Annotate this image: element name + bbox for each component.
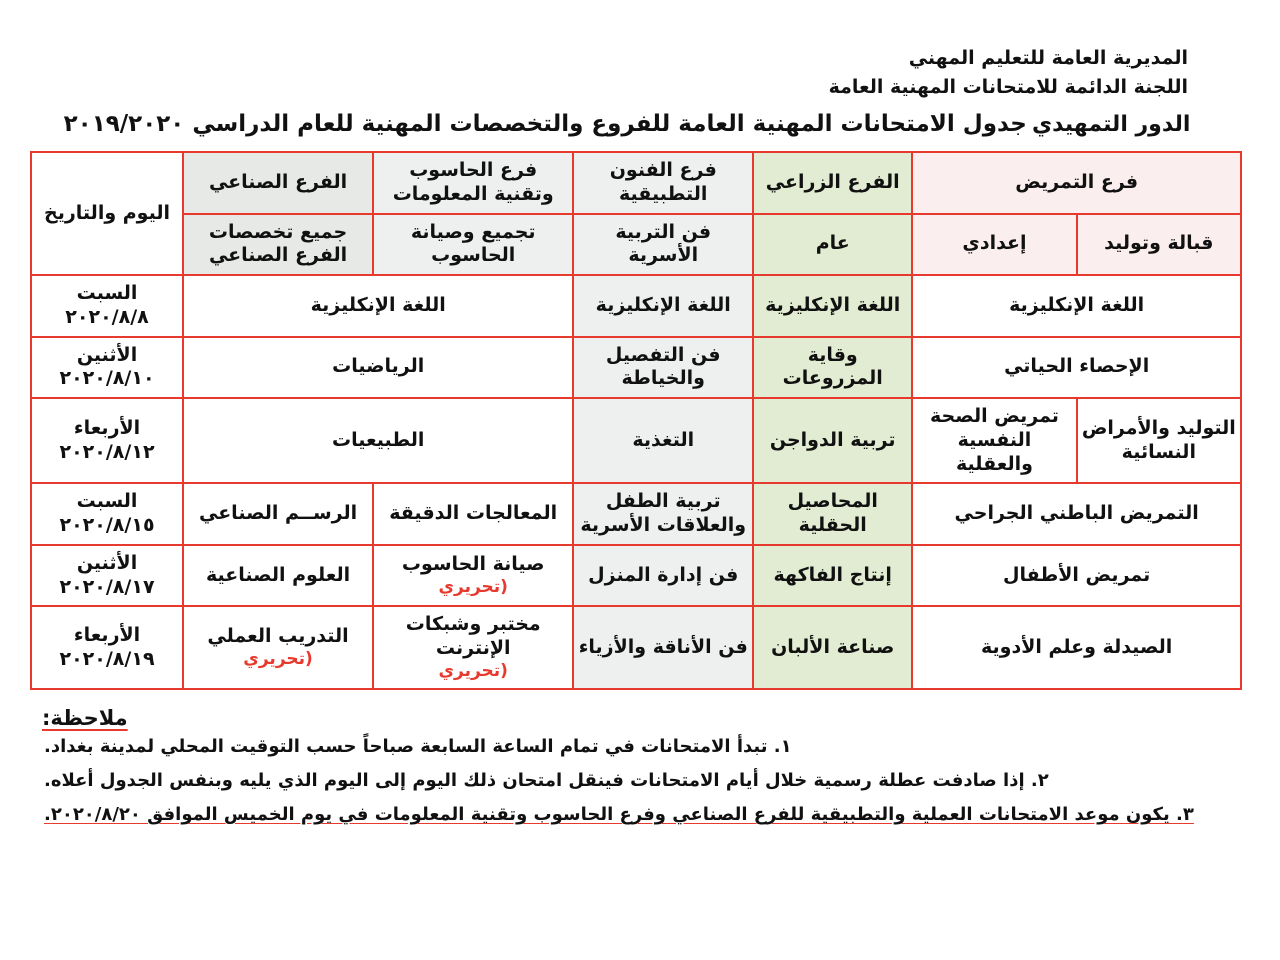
cell-nursing-midwifery: التوليد والأمراض النسائية: [1077, 398, 1241, 483]
cell-nursing-prep: تمريض الصحة النفسية والعقلية: [912, 398, 1076, 483]
cell-industrial-subject: التدريب العملي: [207, 625, 349, 648]
day-date: ٢٠٢٠/٨/١٥: [59, 514, 155, 536]
day-name: الأربعاء: [73, 416, 141, 439]
cell-nursing: الإحصاء الحياتي: [912, 337, 1241, 399]
cell-computer-note: (تحريري: [438, 576, 508, 597]
cell-day-date: [31, 275, 183, 337]
table-row: [31, 398, 1241, 483]
cell-day-date: [31, 398, 183, 483]
cell-nursing: تمريض الأطفال: [912, 545, 1241, 607]
day-name: السبت: [76, 490, 138, 513]
cell-arts: فن إدارة المنزل: [573, 545, 753, 607]
table-row: [31, 483, 1241, 545]
schedule-table: [30, 151, 1242, 690]
cell-computer-subject: مختبر وشبكات الإنترنت: [405, 613, 541, 659]
cell-day-date: [31, 337, 183, 399]
header-branch-computer: فرع الحاسوب وتقنية المعلومات: [373, 152, 573, 214]
cell-computer-note: (تحريري: [438, 660, 508, 681]
table-row: [31, 275, 1241, 337]
header-branch-industrial: الفرع الصناعي: [183, 152, 373, 214]
cell-agri: اللغة الإنكليزية: [753, 275, 912, 337]
day-date: ٢٠٢٠/٨/١٧: [59, 575, 155, 598]
note-item: ١. تبدأ الامتحانات في تمام الساعة السابعة صباحاً حسب التوقيت المحلي لمدينة بغداد.: [44, 736, 792, 757]
day-name: السبت: [76, 282, 138, 304]
day-name: الأربعاء: [73, 623, 141, 646]
notes-title: ملاحظة:: [42, 706, 128, 730]
table-header-row: [31, 152, 1241, 214]
table-subheader-row: [31, 214, 1241, 276]
cell-agri: إنتاج الفاكهة: [753, 545, 912, 607]
day-name: الأثنين: [76, 343, 138, 366]
header-day-date: اليوم والتاريخ: [31, 152, 183, 275]
cell-arts: اللغة الإنكليزية: [573, 275, 753, 337]
document-title: جدول الامتحانات المهنية العامة للفروع والتخصصات المهنية للعام الدراسي ٢٠١٩/٢٠٢٠: [63, 111, 1027, 137]
cell-day-date: [31, 606, 183, 689]
header-branch-nursing: فرع التمريض: [912, 152, 1241, 214]
header-line-2: اللجنة الدائمة للامتحانات المهنية العامة: [828, 75, 1188, 98]
subheader-arts-family: فن التربية الأسرية: [573, 214, 753, 276]
cell-arts: التغذية: [573, 398, 753, 483]
cell-nursing: اللغة الإنكليزية: [912, 275, 1241, 337]
document-subtitle: الدور التمهيدي: [1031, 112, 1191, 137]
header-line-1: المديرية العامة للتعليم المهني: [908, 47, 1188, 69]
note-item: ٢. إذا صادفت عطلة رسمية خلال أيام الامتحانات فينقل امتحان ذلك اليوم إلى اليوم الذي يليه وبنفس الجدول أعلاه.: [44, 770, 1049, 792]
header-branch-arts: فرع الفنون التطبيقية: [573, 152, 753, 214]
cell-computer-industrial: الطبيعيات: [183, 398, 573, 483]
cell-computer: [373, 545, 573, 607]
table-row: [31, 545, 1241, 607]
header-branch-agri: الفرع الزراعي: [753, 152, 912, 214]
cell-computer: [373, 606, 573, 689]
cell-arts: تربية الطفل والعلاقات الأسرية: [573, 483, 753, 545]
document-header: [0, 0, 1280, 101]
day-date: ٢٠٢٠/٨/١٠: [59, 367, 155, 390]
cell-arts: فن الأناقة والأزياء: [573, 606, 753, 689]
cell-nursing: الصيدلة وعلم الأدوية: [912, 606, 1241, 689]
notes-section: [30, 706, 1242, 833]
cell-industrial: [183, 606, 373, 689]
cell-day-date: [31, 545, 183, 607]
cell-industrial: الرســم الصناعي: [183, 483, 373, 545]
cell-computer-subject: صيانة الحاسوب: [401, 553, 545, 575]
note-item: ٣. يكون موعد الامتحانات العملية والتطبيقية للفرع الصناعي وفرع الحاسوب وتقنية المعلومات في يوم الخميس الموافق ٢٠٢٠/٨/٢٠.: [44, 804, 1194, 826]
schedule-table-wrap: [30, 151, 1242, 690]
table-row: [31, 606, 1241, 689]
cell-agri: وقاية المزروعات: [753, 337, 912, 399]
cell-computer-industrial: اللغة الإنكليزية: [183, 275, 573, 337]
document-title-row: [0, 111, 1280, 137]
cell-arts: فن التفصيل والخياطة: [573, 337, 753, 399]
table-row: [31, 337, 1241, 399]
cell-nursing: التمريض الباطني الجراحي: [912, 483, 1241, 545]
subheader-computer-maintenance: تجميع وصيانة الحاسوب: [373, 214, 573, 276]
cell-computer-industrial: الرياضيات: [183, 337, 573, 399]
subheader-industrial-all: جميع تخصصات الفرع الصناعي: [183, 214, 373, 276]
subheader-nursing-midwifery: قبالة وتوليد: [1077, 214, 1241, 276]
day-date: ٢٠٢٠/٨/١٢: [59, 440, 155, 463]
subheader-agri-general: عام: [753, 214, 912, 276]
cell-industrial-note: (تحريري: [243, 648, 313, 669]
cell-computer: المعالجات الدقيقة: [373, 483, 573, 545]
day-date: ٢٠٢٠/٨/٨: [65, 305, 149, 328]
subheader-nursing-prep: إعدادي: [912, 214, 1076, 276]
cell-agri: تربية الدواجن: [753, 398, 912, 483]
day-name: الأثنين: [76, 551, 138, 574]
cell-industrial: العلوم الصناعية: [183, 545, 373, 607]
day-date: ٢٠٢٠/٨/١٩: [59, 647, 155, 670]
cell-day-date: [31, 483, 183, 545]
cell-agri: المحاصيل الحقلية: [753, 483, 912, 545]
cell-agri: صناعة الألبان: [753, 606, 912, 689]
